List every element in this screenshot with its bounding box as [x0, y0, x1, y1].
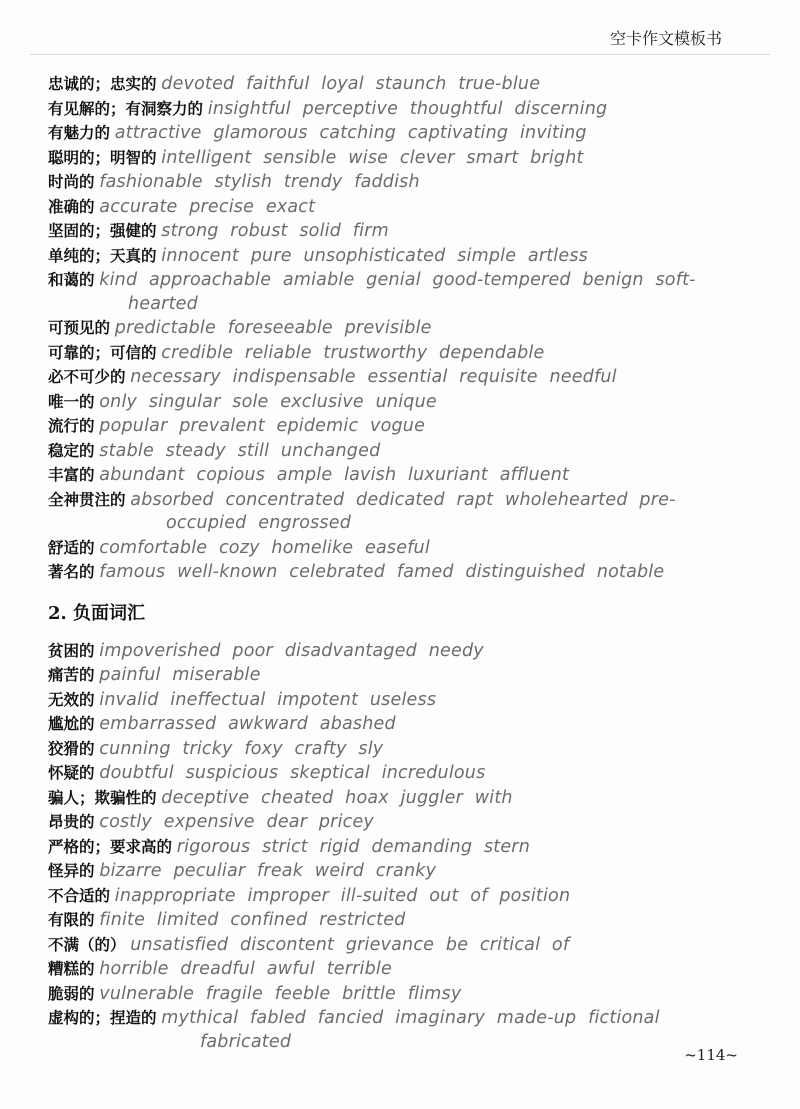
vocabulary-entry	[48, 439, 738, 464]
english-synonyms: impoverished poor disadvantaged needy	[99, 640, 484, 661]
english-synonyms: cunning tricky foxy crafty sly	[99, 738, 384, 759]
chinese-term: 丰富的	[48, 465, 95, 484]
english-synonyms: attractive glamorous catching captivating inviting	[114, 123, 587, 143]
english-synonyms: vulnerable fragile feeble brittle flimsy	[99, 983, 462, 1004]
english-synonyms-continued: hearted	[128, 293, 198, 314]
english-synonyms: famous well-known celebrated famed distinguished notable	[99, 562, 665, 582]
vocabulary-entry	[48, 1006, 738, 1054]
english-synonyms: abundant copious ample lavish luxuriant affluent	[99, 465, 570, 485]
english-synonyms: finite limited confined restricted	[99, 910, 406, 930]
chinese-term: 时尚的	[48, 172, 95, 191]
vocabulary-content	[48, 72, 738, 1054]
english-synonyms: inappropriate improper ill-suited out of position	[114, 885, 571, 906]
vocabulary-entry	[48, 737, 738, 762]
chinese-term: 昂贵的	[48, 812, 95, 831]
vocabulary-entry	[48, 268, 738, 316]
english-synonyms: fashionable stylish trendy faddish	[99, 172, 420, 192]
vocabulary-entry	[48, 810, 738, 835]
chinese-term: 尴尬的	[48, 714, 95, 733]
english-synonyms: devoted faithful loyal staunch true-blue	[161, 74, 541, 94]
vocabulary-entry	[48, 786, 738, 811]
vocabulary-entry	[48, 414, 738, 439]
english-synonyms: credible reliable trustworthy dependable	[161, 342, 545, 363]
chinese-term: 严格的；要求高的	[48, 836, 173, 856]
vocabulary-entry	[48, 761, 738, 786]
chinese-term: 流行的	[48, 416, 95, 435]
vocabulary-entry	[48, 97, 738, 122]
vocabulary-entry	[48, 835, 738, 860]
chinese-term: 有见解的；有洞察力的	[48, 98, 204, 118]
vocabulary-entry	[48, 560, 738, 585]
positive-vocabulary-list	[48, 72, 738, 585]
chinese-term: 单纯的；天真的	[48, 245, 157, 265]
vocabulary-entry	[48, 244, 738, 269]
chinese-term: 准确的	[48, 196, 95, 216]
english-synonyms: mythical fabled fancied imaginary made-up fictional	[161, 1008, 660, 1028]
chinese-term: 脆弱的	[48, 983, 95, 1003]
english-synonyms: only singular sole exclusive unique	[99, 391, 437, 412]
english-synonyms: embarrassed awkward abashed	[99, 714, 396, 734]
chinese-term: 有魅力的	[48, 123, 111, 142]
chinese-term: 不满（的）	[48, 934, 126, 954]
chinese-term: 骗人；欺骗性的	[48, 787, 157, 807]
chinese-term: 必不可少的	[48, 367, 126, 386]
chinese-term: 可靠的；可信的	[48, 342, 157, 362]
english-synonyms: popular prevalent epidemic vogue	[99, 416, 426, 436]
chinese-term: 聪明的；明智的	[48, 147, 157, 167]
english-synonyms: rigorous strict rigid demanding stern	[176, 836, 530, 857]
english-synonyms: comfortable cozy homelike easeful	[99, 537, 430, 558]
vocabulary-entry	[48, 390, 738, 415]
chinese-term: 坚固的；强健的	[48, 221, 157, 240]
english-synonyms: accurate precise exact	[99, 196, 316, 217]
page-number: ~114~	[684, 1046, 738, 1064]
vocabulary-entry	[48, 536, 738, 561]
chinese-term: 痛苦的	[48, 665, 95, 684]
chinese-term: 稳定的	[48, 440, 95, 460]
english-synonyms: deceptive cheated hoax juggler with	[161, 787, 513, 808]
english-synonyms-continued: occupied engrossed	[166, 513, 352, 533]
english-synonyms: painful miserable	[99, 665, 261, 685]
chinese-term: 糟糕的	[48, 959, 95, 978]
section-title-negative: 2. 负面词汇	[48, 602, 146, 624]
vocabulary-entry	[48, 121, 738, 146]
chinese-term: 著名的	[48, 562, 95, 581]
english-synonyms: bizarre peculiar freak weird cranky	[99, 861, 437, 881]
chinese-term: 可预见的	[48, 318, 111, 337]
vocabulary-entry	[48, 195, 738, 220]
header-divider	[30, 54, 770, 55]
english-synonyms: innocent pure unsophisticated simple artless	[161, 245, 588, 266]
english-synonyms-continued: fabricated	[200, 1031, 292, 1052]
english-synonyms: intelligent sensible wise clever smart bright	[161, 147, 584, 168]
vocabulary-entry	[48, 488, 738, 536]
vocabulary-entry	[48, 365, 738, 390]
vocabulary-entry	[48, 72, 738, 97]
english-synonyms: stable steady still unchanged	[99, 440, 381, 461]
chinese-term: 怪异的	[48, 861, 95, 880]
negative-vocabulary-list	[48, 639, 738, 1055]
english-synonyms: horrible dreadful awful terrible	[99, 959, 392, 979]
vocabulary-entry	[48, 639, 738, 664]
english-synonyms: invalid ineffectual impotent useless	[99, 689, 437, 710]
vocabulary-entry	[48, 982, 738, 1007]
vocabulary-entry	[48, 341, 738, 366]
vocabulary-entry	[48, 908, 738, 933]
vocabulary-entry	[48, 170, 738, 195]
chinese-term: 有限的	[48, 910, 95, 929]
chinese-term: 忠诚的；忠实的	[48, 74, 157, 93]
chinese-term: 全神贯注的	[48, 489, 126, 509]
vocabulary-entry	[48, 859, 738, 884]
chinese-term: 舒适的	[48, 537, 95, 557]
chinese-term: 和蔼的	[48, 270, 95, 289]
english-synonyms: costly expensive dear pricey	[99, 812, 374, 832]
chinese-term: 狡猾的	[48, 738, 95, 758]
vocabulary-entry	[48, 957, 738, 982]
english-synonyms: necessary indispensable essential requisite needful	[130, 367, 617, 387]
english-synonyms: kind approachable amiable genial good-tempered benign soft-	[99, 270, 696, 290]
vocabulary-entry	[48, 712, 738, 737]
chinese-term: 唯一的	[48, 391, 95, 411]
english-synonyms: insightful perceptive thoughtful discerning	[207, 98, 608, 119]
english-synonyms: predictable foreseeable previsible	[114, 318, 432, 338]
vocabulary-entry	[48, 884, 738, 909]
vocabulary-entry	[48, 688, 738, 713]
chinese-term: 贫困的	[48, 640, 95, 660]
english-synonyms: unsatisfied discontent grievance be critical of	[130, 934, 570, 955]
chinese-term: 虚构的；捏造的	[48, 1008, 157, 1027]
vocabulary-entry	[48, 663, 738, 688]
english-synonyms: doubtful suspicious skeptical incredulous	[99, 763, 486, 783]
vocabulary-entry	[48, 316, 738, 341]
chinese-term: 不合适的	[48, 885, 111, 905]
vocabulary-entry	[48, 146, 738, 171]
english-synonyms: strong robust solid firm	[161, 221, 389, 241]
chinese-term: 无效的	[48, 689, 95, 709]
vocabulary-entry	[48, 463, 738, 488]
english-synonyms: absorbed concentrated dedicated rapt wholehearted pre-	[130, 489, 676, 510]
vocabulary-entry	[48, 933, 738, 958]
vocabulary-entry	[48, 219, 738, 244]
chinese-term: 怀疑的	[48, 763, 95, 782]
page-header-title: 空卡作文模板书	[609, 29, 722, 48]
